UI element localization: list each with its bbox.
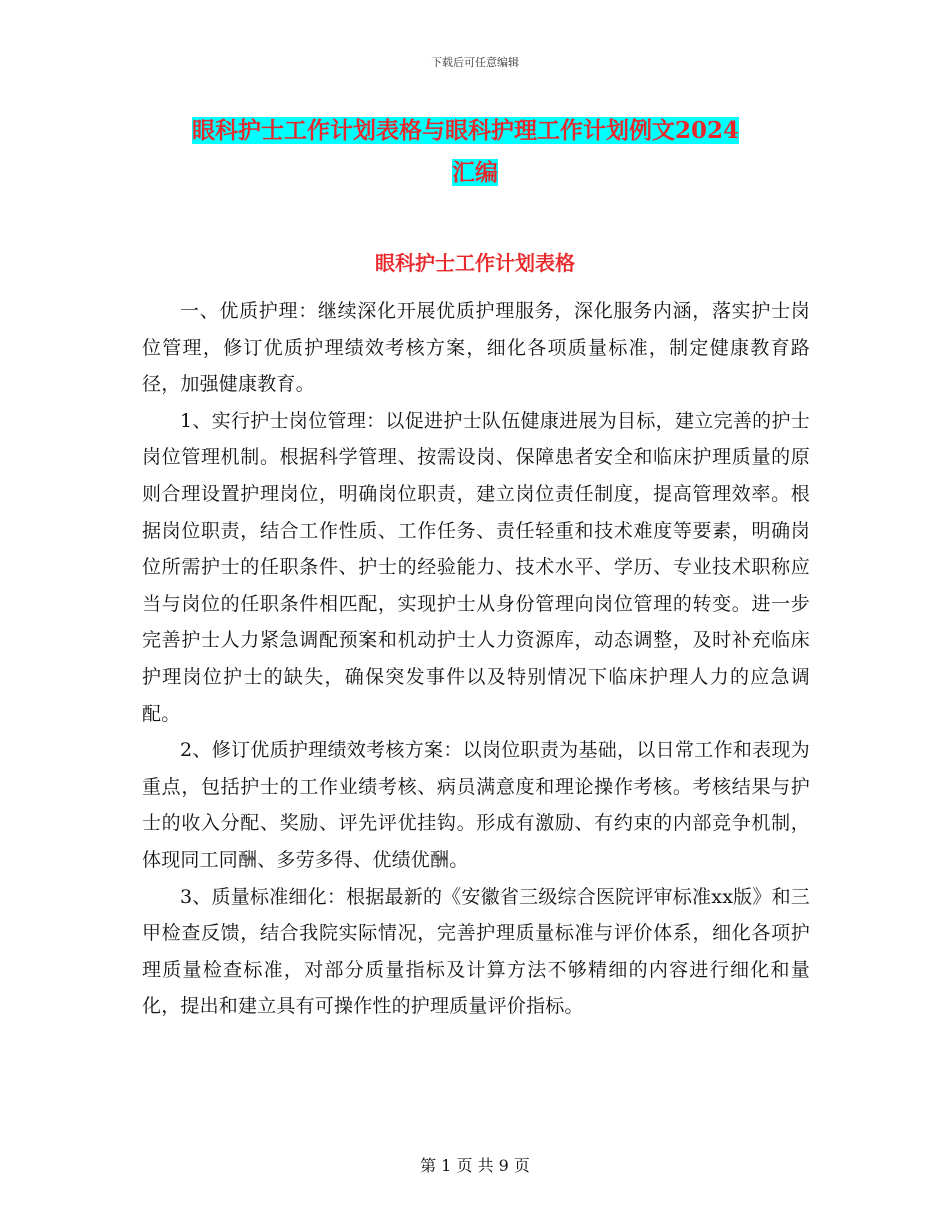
page-number-footer: 第 1 页 共 9 页 <box>420 1156 530 1175</box>
document-title <box>192 108 808 154</box>
paragraph-quality-nursing: 一、优质护理：继续深化开展优质护理服务，深化服务内涵，落实护士岗位管理，修订优质护理绩效考核方案，细化各项质量标准，制定健康教育路径，加强健康教育。 <box>142 300 810 396</box>
document-title-line2: 汇编 <box>452 159 498 186</box>
paragraph-performance-review: 2、修订优质护理绩效考核方案：以岗位职责为基础，以日常工作和表现为重点，包括护士的工作业绩考核、病员满意度和理论操作考核。考核结果与护士的收入分配、奖励、评先评优挂钩。形成有激励、有约束的内部竞争机制，体现同工同酬、多劳多得、优绩优酬。 <box>142 739 810 871</box>
paragraph-post-management: 1、实行护士岗位管理：以促进护士队伍健康进展为目标，建立完善的护士岗位管理机制。根据科学管理、按需设岗、保障患者安全和临床护理质量的原则合理设置护理岗位，明确岗位职责，建立岗位责任制度，提高管理效率。根据岗位职责，结合工作性质、工作任务、责任轻重和技术难度等要素，明确岗位所需护士的任职条件、护士的经验能力、技术水平、学历、专业技术职称应当与岗位的任职条件相匹配，实现护士从身份管理向岗位管理的转变。进一步完善护士人力紧急调配预案和机动护士人力资源库，动态调整，及时补充临床护理岗位护士的缺失，确保突发事件以及特别情况下临床护理人力的应急调配。 <box>142 409 810 725</box>
section-heading: 眼科护士工作计划表格 <box>375 251 575 275</box>
body-text <box>142 293 810 1025</box>
paragraph-quality-standards: 3、质量标准细化：根据最新的《安徽省三级综合医院评审标准xx版》和三甲检查反馈，结合我院实际情况，完善护理质量标准与评价体系，细化各项护理质量检查标准，对部分质量指标及计算方法不够精细的内容进行细化和量化，提出和建立具有可操作性的护理质量评价指标。 <box>142 885 810 1018</box>
document-title-line1: 眼科护士工作计划表格与眼科护理工作计划例文2024 <box>192 117 740 144</box>
document-title-continuation <box>0 155 950 191</box>
page-header-note: 下载后可任意编辑 <box>431 56 519 69</box>
